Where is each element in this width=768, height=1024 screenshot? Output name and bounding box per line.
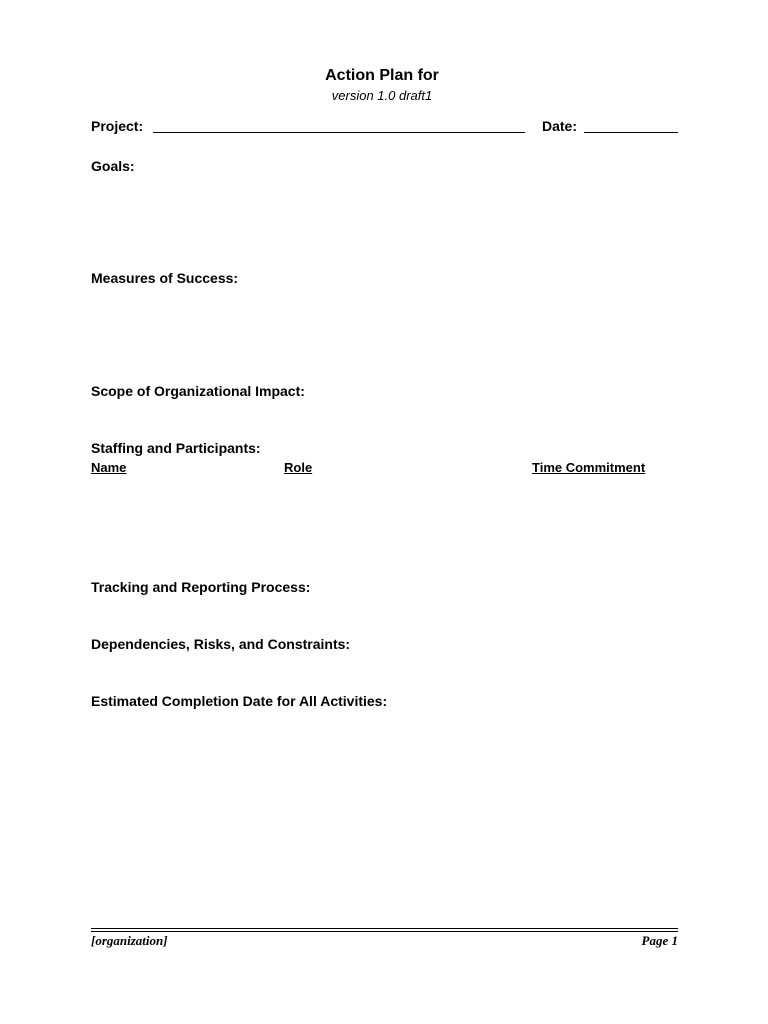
date-fill-line[interactable] <box>584 132 678 133</box>
staffing-heading: Staffing and Participants: <box>91 440 261 456</box>
document-version: version 1.0 draft1 <box>331 88 433 103</box>
footer-page-number: Page 1 <box>641 933 678 948</box>
document-title: Action Plan for <box>325 67 439 84</box>
column-header-name: Name <box>91 460 127 475</box>
completion-heading: Estimated Completion Date for All Activities: <box>91 693 388 709</box>
project-label: Project: <box>91 118 144 134</box>
column-header-time-commitment: Time Commitment <box>532 460 646 475</box>
footer-rule-top <box>91 928 678 929</box>
footer-rule-bottom <box>91 931 678 932</box>
footer-organization: [organization] <box>91 933 168 948</box>
goals-heading: Goals: <box>91 158 135 174</box>
project-fill-line[interactable] <box>153 132 525 133</box>
date-label: Date: <box>542 118 578 134</box>
measures-heading: Measures of Success: <box>91 270 239 286</box>
dependencies-heading: Dependencies, Risks, and Constraints: <box>91 636 351 652</box>
column-header-role: Role <box>284 460 313 475</box>
tracking-heading: Tracking and Reporting Process: <box>91 579 311 595</box>
scope-heading: Scope of Organizational Impact: <box>91 383 305 399</box>
